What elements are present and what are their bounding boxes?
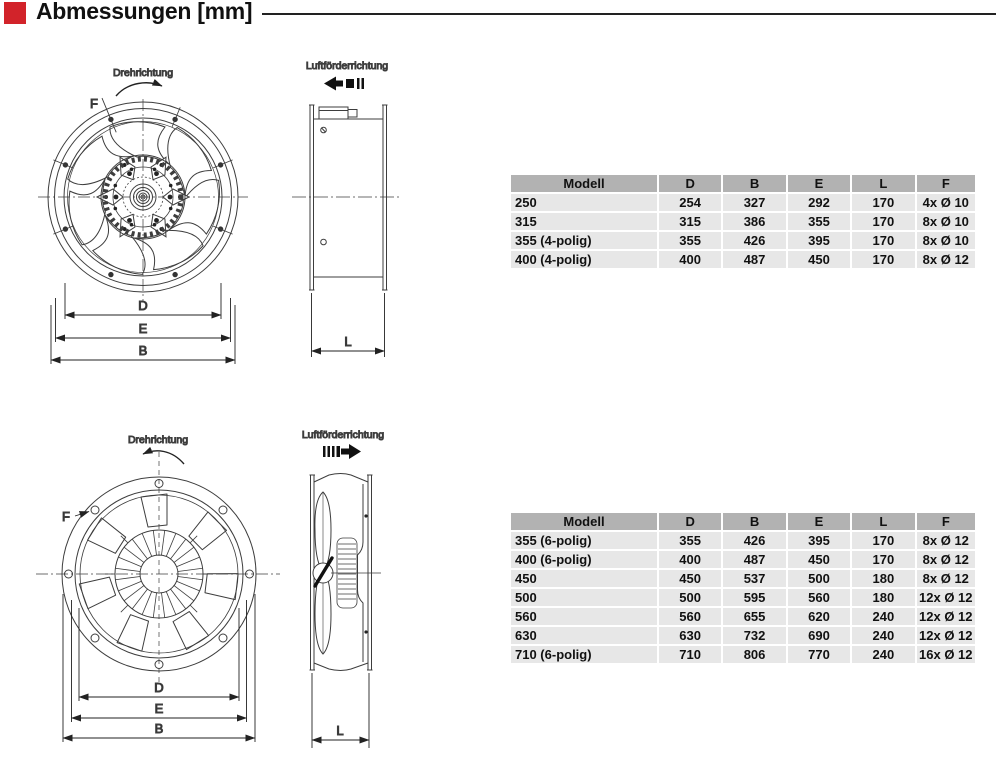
column-header: L (852, 175, 914, 192)
table-cell: 500 (659, 589, 721, 606)
table-cell: 240 (852, 608, 914, 625)
table-cell: 240 (852, 627, 914, 644)
column-header: D (659, 175, 721, 192)
rotation-label: Drehrichtung (127, 434, 189, 446)
table-cell: 4x Ø 10 (917, 194, 975, 211)
table-cell: 240 (852, 646, 914, 663)
table-cell: 315 (511, 213, 657, 230)
table-cell: 254 (659, 194, 721, 211)
table-cell: 595 (723, 589, 785, 606)
table-cell: 386 (723, 213, 785, 230)
rotation-arrow (143, 451, 184, 464)
dimension-table-6polig (509, 511, 979, 665)
table-cell: 450 (788, 251, 850, 268)
guard-dots (364, 514, 367, 633)
table-row (511, 589, 975, 606)
table-cell: 170 (852, 194, 914, 211)
rotation-label: Drehrichtung (112, 67, 174, 79)
table-cell: 500 (788, 570, 850, 587)
table-cell: 180 (852, 570, 914, 587)
airflow-arrow-left (324, 77, 364, 91)
table-cell: 630 (511, 627, 657, 644)
table-cell: 16x Ø 12 (917, 646, 975, 663)
table-row (511, 627, 975, 644)
dim-label-e: E (154, 701, 164, 716)
table-row (511, 232, 975, 249)
table-cell: 620 (788, 608, 850, 625)
table-cell: 500 (511, 589, 657, 606)
drawing-side-view-bottom (285, 418, 405, 762)
accent-square (4, 2, 26, 24)
drawing-front-view-bottom (30, 418, 280, 762)
table-cell: 450 (788, 551, 850, 568)
table-cell: 806 (723, 646, 785, 663)
column-header: Modell (511, 175, 657, 192)
table (509, 511, 977, 665)
column-header: F (917, 513, 975, 530)
table-row (511, 194, 975, 211)
table-row (511, 213, 975, 230)
table-cell: 12x Ø 12 (917, 627, 975, 644)
dim-label-d: D (154, 680, 164, 695)
column-header: F (917, 175, 975, 192)
motor-fins (331, 538, 381, 608)
column-header: Modell (511, 513, 657, 530)
table-cell: 400 (4-polig) (511, 251, 657, 268)
drawing-front-view-top (30, 55, 270, 380)
column-header: L (852, 513, 914, 530)
rotation-arrow (116, 83, 162, 96)
table-cell: 426 (723, 532, 785, 549)
table-cell: 170 (852, 232, 914, 249)
table-header-row (511, 175, 975, 192)
table-cell: 170 (852, 551, 914, 568)
flanges (309, 105, 388, 290)
table-cell: 400 (659, 251, 721, 268)
table-cell: 400 (6-polig) (511, 551, 657, 568)
table-cell: 487 (723, 251, 785, 268)
table-row (511, 608, 975, 625)
table (509, 173, 977, 270)
casing-screws (321, 127, 327, 245)
dim-label-e: E (138, 321, 148, 336)
dim-label-l: L (344, 334, 352, 349)
table-cell: 560 (511, 608, 657, 625)
table-cell: 487 (723, 551, 785, 568)
table-cell: 355 (659, 232, 721, 249)
f-leader-line (102, 98, 116, 132)
table-cell: 560 (788, 589, 850, 606)
table-cell: 8x Ø 10 (917, 232, 975, 249)
table-row (511, 570, 975, 587)
table-cell: 732 (723, 627, 785, 644)
table-cell: 170 (852, 213, 914, 230)
header-rule (262, 13, 996, 15)
table-cell: 426 (723, 232, 785, 249)
page-title: Abmessungen [mm] (36, 0, 253, 24)
table-cell: 8x Ø 12 (917, 551, 975, 568)
dim-label-f: F (62, 509, 70, 524)
terminal-box (319, 107, 357, 119)
table-header-row (511, 513, 975, 530)
dim-label-f: F (90, 96, 98, 111)
column-header: B (723, 175, 785, 192)
table-cell: 315 (659, 213, 721, 230)
table-cell: 170 (852, 532, 914, 549)
airflow-arrow-right (323, 444, 361, 459)
table-cell: 395 (788, 532, 850, 549)
table-cell: 8x Ø 10 (917, 213, 975, 230)
table-cell: 355 (788, 213, 850, 230)
dim-label-l: L (336, 723, 344, 738)
table-cell: 292 (788, 194, 850, 211)
table-row (511, 646, 975, 663)
table-row (511, 551, 975, 568)
table-cell: 170 (852, 251, 914, 268)
column-header: B (723, 513, 785, 530)
table-cell: 537 (723, 570, 785, 587)
table-cell: 450 (659, 570, 721, 587)
table-cell: 12x Ø 12 (917, 608, 975, 625)
table-cell: 327 (723, 194, 785, 211)
dim-label-d: D (138, 298, 148, 313)
table-cell: 770 (788, 646, 850, 663)
table-cell: 710 (6-polig) (511, 646, 657, 663)
table-cell: 355 (4-polig) (511, 232, 657, 249)
table-cell: 8x Ø 12 (917, 570, 975, 587)
table-row (511, 532, 975, 549)
dim-label-b: B (138, 343, 148, 358)
table-cell: 8x Ø 12 (917, 251, 975, 268)
table-cell: 690 (788, 627, 850, 644)
casing-body (314, 119, 384, 277)
table-cell: 12x Ø 12 (917, 589, 975, 606)
airflow-label: Luftförderrichtung (301, 429, 385, 441)
column-header: D (659, 513, 721, 530)
drawing-side-view-top (280, 55, 410, 370)
impeller-side (313, 492, 333, 654)
column-header: E (788, 513, 850, 530)
table-cell: 395 (788, 232, 850, 249)
dimension-table-4polig (509, 173, 979, 270)
table-cell: 355 (659, 532, 721, 549)
column-header: E (788, 175, 850, 192)
table-cell: 450 (511, 570, 657, 587)
table-cell: 180 (852, 589, 914, 606)
table-cell: 630 (659, 627, 721, 644)
table-cell: 8x Ø 12 (917, 532, 975, 549)
table-cell: 250 (511, 194, 657, 211)
dim-label-b: B (154, 721, 164, 736)
table-cell: 710 (659, 646, 721, 663)
table-row (511, 251, 975, 268)
airflow-label: Luftförderrichtung (305, 60, 389, 72)
table-cell: 560 (659, 608, 721, 625)
table-cell: 355 (6-polig) (511, 532, 657, 549)
table-cell: 655 (723, 608, 785, 625)
table-cell: 400 (659, 551, 721, 568)
